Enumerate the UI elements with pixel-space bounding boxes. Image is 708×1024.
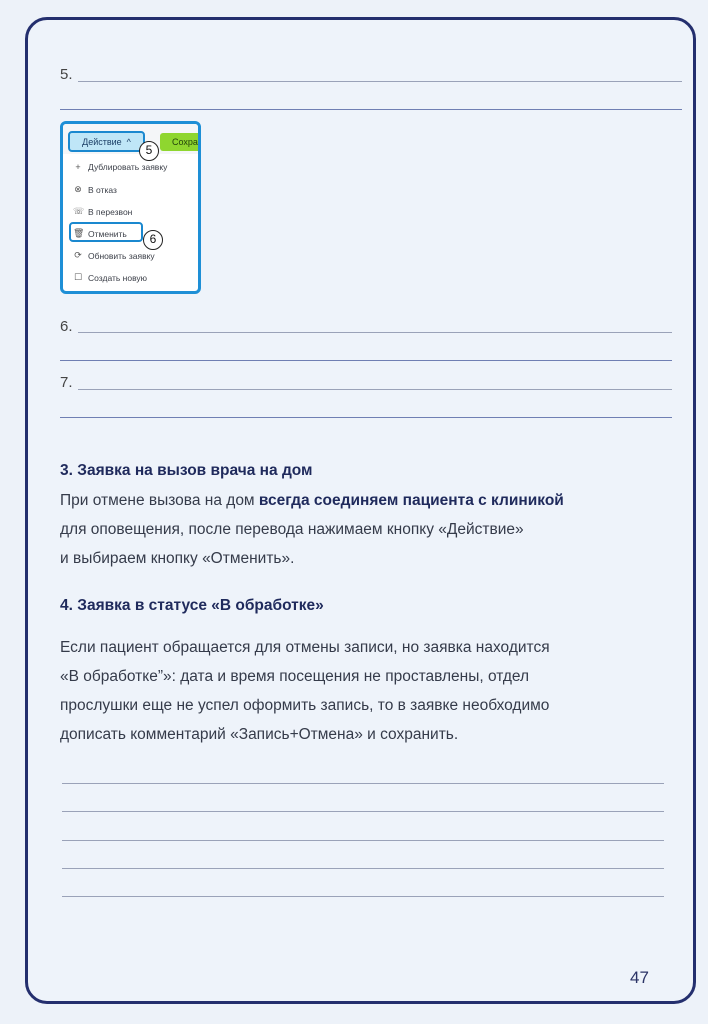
action-button-label: Действие (82, 136, 122, 147)
section-3-line-3: и выбираем кнопку «Отменить». (60, 550, 295, 567)
answer-line (78, 332, 672, 333)
menu-item-label: В отказ (88, 184, 117, 195)
chevron-up-icon: ^ (126, 136, 131, 147)
page-number: 47 (630, 968, 649, 987)
section-4-line-1: Если пациент обращается для отмены записи, но заявка находится (60, 639, 550, 656)
menu-item-label: Дублировать заявку (88, 162, 168, 172)
answer-line (60, 417, 672, 418)
answer-line (78, 389, 672, 390)
emphasis-text: всегда соединяем пациента с клиникой (258, 492, 564, 509)
menu-item-refresh[interactable] (73, 250, 155, 261)
action-button[interactable] (68, 131, 145, 152)
answer-line (60, 360, 672, 361)
phone-icon: ☏ (73, 206, 85, 216)
cancel-highlight (69, 222, 143, 242)
item-number-5: 5. (60, 66, 73, 83)
save-button[interactable]: Сохра (160, 133, 201, 151)
answer-line (78, 81, 682, 82)
new-document-icon: ☐ (73, 272, 83, 282)
menu-item-label: Отменить (88, 228, 127, 239)
section-4-text (60, 633, 550, 749)
answer-line (60, 109, 682, 110)
menu-item-label: В перезвон (88, 206, 133, 217)
section-4-line-4: дописать комментарий «Запись+Отмена» и сохранить. (60, 726, 459, 743)
item-number-6: 6. (60, 318, 73, 335)
note-line (62, 868, 664, 869)
menu-item-reject[interactable] (73, 184, 117, 195)
note-line (62, 896, 664, 897)
action-menu-screenshot (60, 121, 201, 294)
note-line (62, 783, 664, 784)
menu-item-callback[interactable] (73, 206, 132, 217)
trash-icon: 🗑 (73, 228, 85, 238)
section-3-heading: 3. Заявка на вызов врача на дом (60, 462, 313, 479)
note-line (62, 811, 664, 812)
item-number-7: 7. (60, 374, 73, 391)
menu-item-label: Обновить заявку (88, 250, 155, 261)
section-3-line-2: для оповещения, после перевода нажимаем кнопку «Действие» (60, 521, 524, 538)
refresh-icon: ⟳ (74, 250, 82, 260)
section-4-line-2: «В обработке”»: дата и время посещения не проставлены, отдел (60, 668, 530, 685)
callout-6: 6 (143, 230, 163, 250)
menu-item-create-new[interactable] (73, 272, 147, 283)
section-3-line-1 (60, 486, 564, 515)
callout-5: 5 (139, 141, 159, 161)
reject-icon: ⊗ (74, 184, 82, 194)
section-3-text (60, 486, 564, 573)
section-4-heading: 4. Заявка в статусе «В обработке» (60, 597, 324, 614)
menu-item-label: Создать новую (88, 272, 148, 283)
section-4-line-3: прослушки еще не успел оформить запись, то в заявке необходимо (60, 697, 550, 714)
plus-icon: + (75, 162, 81, 172)
menu-item-duplicate[interactable] (73, 162, 167, 172)
text-span: При отмене вызова на дом (60, 492, 259, 509)
note-line (62, 840, 664, 841)
